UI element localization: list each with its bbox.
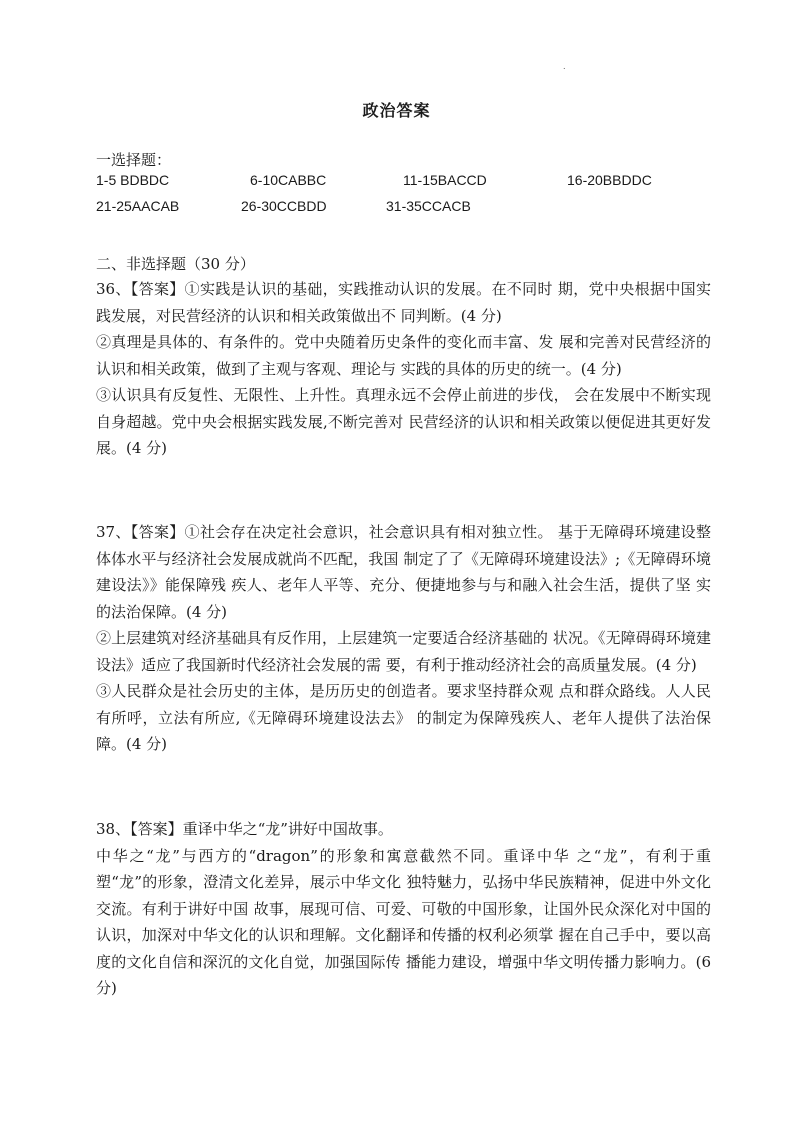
mc-heading: 一选择题： (96, 151, 172, 169)
q37-point-2: ②上层建筑对经济基础具有反作用，上层建筑一定要适合经济基础的 状况。《无障碍碍环境建设法》适应了我国新时代经济社会发展的需 要，有利于推动经济社会的高质量发展。(4 分) (96, 629, 711, 674)
q37-answer (96, 519, 711, 758)
page-title: 政治答案 (362, 101, 431, 120)
page-dot: . (563, 62, 566, 71)
mc-answer-16-20: 16-20BBDDC (567, 172, 652, 188)
mc-answer-11-15: 11-15BACCD (403, 172, 487, 188)
q37-point-3: ③人民群众是社会历史的主体，是历历史的创造者。要求坚持群众观 点和群众路线。人人民有所呼，立法有所应,《无障碍环境建设法去》 的制定为保障残疾人、老年人提供了法治保障。(4 分) (96, 682, 711, 753)
mc-answer-1-5: 1-5 BDBDC (96, 172, 170, 188)
q36-point-3: ③认识具有反复性、无限性、上升性。真理永远不会停止前进的步伐， 会在发展中不断实现自身超越。党中央会根据实践发展,不断完善对 民营经济的认识和相关政策以便促进其更好发展。(4 分) (96, 386, 711, 457)
q36-answer (96, 276, 711, 462)
q36-point-2: ②真理是具体的、有条件的。党中央随着历史条件的变化而丰富、发 展和完善对民营经济的认识和相关政策，做到了主观与客观、理论与 实践的具体的历史的统一。(4 分) (96, 333, 711, 378)
section2-heading: 二、非选择题（30 分） (96, 255, 255, 273)
mc-answer-26-30: 26-30CCBDD (241, 198, 327, 214)
q36-point-1: 36、【答案】①实践是认识的基础，实践推动认识的发展。在不同时 期，党中央根据中国实践发展，对民营经济的认识和相关政策做出不 同判断。(4 分) (96, 280, 711, 325)
q38-heading: 38、【答案】重译中华之“龙”讲好中国故事。 (96, 820, 393, 838)
q38-answer (96, 816, 711, 1002)
mc-answer-6-10: 6-10CABBC (250, 172, 327, 188)
q38-body: 中华之“龙”与西方的“dragon”的形象和寓意截然不同。重译中华 之“龙”，有利于重塑“龙”的形象，澄清文化差异，展示中华文化 独特魅力，弘扬中华民族精神，促进中外文化交流。有利于讲好中国 故事，展现可信、可爱、可敬的中国形象，让国外民众深化对中国的 认识，加深对中华文化的认识和理解。文化翻译和传播的权利必须掌 握在自己手中，要以高度的文化自信和深沉的文化自觉，加强国际传 播能力建设，增强中华文明传播力影响力。(6 分) (96, 846, 711, 997)
mc-answer-21-25: 21-25AACAB (96, 198, 180, 214)
q37-point-1: 37、【答案】①社会存在决定社会意识，社会意识具有相对独立性。 基于无障碍环境建设整体体水平与经济社会发展成就尚不匹配，我国 制定了了《无障碍环境建设法》;《无障碍环境建设法》》能保障残 疾人、老年人平等、充分、便捷地参与与和融入社会生活，提供了坚 实的法治保障。(4 分) (96, 523, 711, 621)
mc-answer-31-35: 31-35CCACB (386, 198, 471, 214)
